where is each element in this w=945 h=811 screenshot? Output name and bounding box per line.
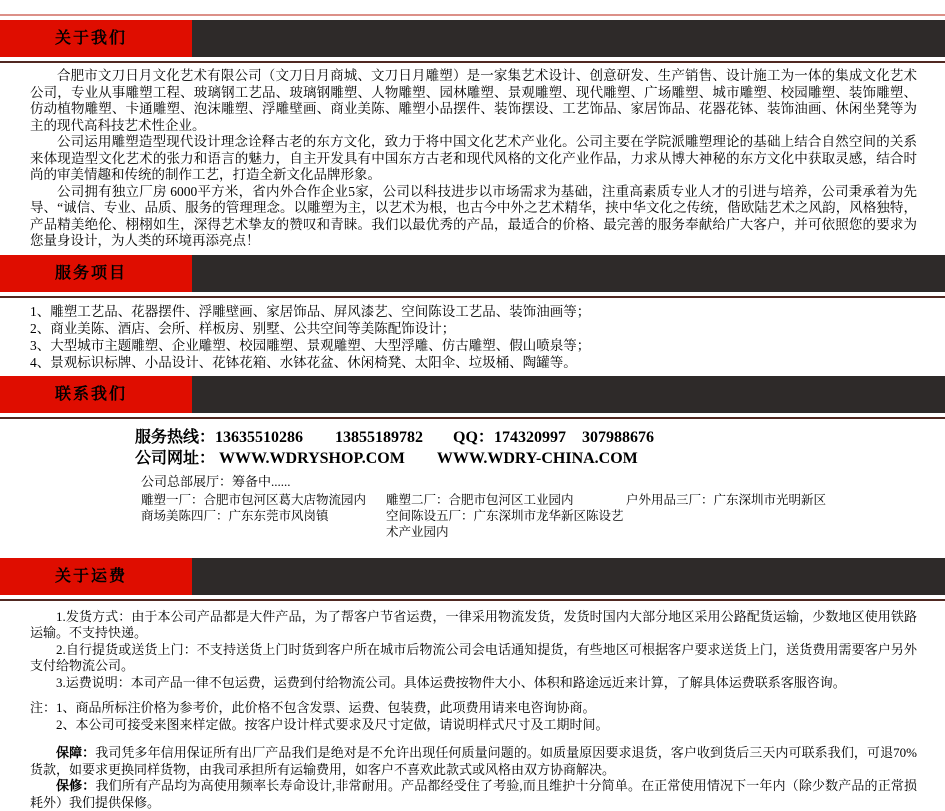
hotline-numbers: 13635510286 13855189782 bbox=[215, 429, 423, 446]
qq-numbers: 174320997 307988676 bbox=[494, 429, 654, 446]
top-divider bbox=[0, 14, 945, 16]
about-paragraph-3: 公司拥有独立厂房 6000平方米，省内外合作企业5家，公司以科技进步以市场需求为基础，注重高素质专业人才的引进与培养，公司秉承着为先导、“诚信、专业、品质、服务的管理理念。以雕塑为主，以艺术为根，也古今中外之艺术精华，挟中华文化之传统，偕欧陆艺术之风韵，风格独特，产品精美绝伦、栩栩如生，深得艺术挚友的赞叹和青睐。我们以最优秀的产品，最适合的价格、最完善的服务奉献给广大客户，并可依照您的要求为您量身设计，为人类的环境再添亮点！ bbox=[30, 184, 917, 250]
about-section-title: 关于我们 bbox=[0, 20, 192, 57]
notes-block bbox=[30, 700, 917, 733]
hotline-label: 服务热线： bbox=[135, 429, 215, 446]
website-line bbox=[135, 448, 945, 469]
showroom-line: 公司总部展厅：筹备中...... bbox=[135, 473, 945, 490]
contact-banner-dark-bar bbox=[192, 376, 945, 413]
services-banner-dark-bar bbox=[192, 255, 945, 292]
page bbox=[0, 14, 945, 797]
freight-note-paragraph: 3.运费说明：本司产品一律不包运费，运费到付给物流公司。具体运费按物件大小、体积和路途远近来计算，了解具体运费联系客服咨询。 bbox=[30, 675, 917, 692]
factory-1-address: 雕塑一厂：合肥市包河区葛大店物流园内 bbox=[141, 492, 386, 508]
section-gap bbox=[0, 546, 945, 558]
website-urls: WWW.WDRYSHOP.COM WWW.WDRY-CHINA.COM bbox=[219, 450, 638, 467]
shipping-section-banner bbox=[0, 558, 945, 595]
service-item-2: 2、商业美陈、酒店、会所、样板房、别墅、公共空间等美陈配饰设计； bbox=[30, 320, 917, 337]
shipping-banner-red-block bbox=[0, 558, 192, 595]
contact-section-title: 联系我们 bbox=[0, 376, 192, 413]
shipping-banner-dark-bar bbox=[192, 558, 945, 595]
shipping-section-body bbox=[0, 601, 945, 811]
about-paragraph-2: 公司运用雕塑造型现代设计理念诠释古老的东方文化，致力于将中国文化艺术产业化。公司主要在学院派雕塑理论的基础上结合自然空间的关系来体现造型文化艺术的张力和语言的魅力，自主开发具有中国东方古老和现代风格的文化产业作品，力求从博大神秘的东方文化中获取灵感，结合时尚的审美情趣和传统的制作工艺，打造全新文化品牌形象。 bbox=[30, 134, 917, 184]
about-paragraph-1: 合肥市文刀日月文化艺术有限公司（文刀日月商城、文刀日月雕塑）是一家集艺术设计、创意研发、生产销售、设计施工为一体的集成文化艺术公司，专业从事雕塑工程、玻璃钢工艺品、玻璃钢雕塑、人物雕塑、园林雕塑、景观雕塑、现代雕塑、广场雕塑、城市雕塑、校园雕塑、装饰雕塑、仿动植物雕塑、卡通雕塑、泡沫雕塑、浮雕壁画、商业美陈、雕塑小品摆件、装饰摆设、工艺饰品、家居饰品、花器花钵、装饰油画、休闲坐凳等为主的现代高科技艺术性企业。 bbox=[30, 68, 917, 134]
contact-section-body bbox=[0, 419, 945, 546]
about-section-body bbox=[0, 63, 945, 255]
hotline-line bbox=[135, 427, 945, 448]
guarantee-paragraph bbox=[30, 745, 917, 778]
services-section-banner bbox=[0, 255, 945, 292]
qq-label: QQ： bbox=[453, 429, 494, 446]
repair-paragraph bbox=[30, 778, 917, 811]
contact-section-banner bbox=[0, 376, 945, 413]
factory-2-address: 雕塑二厂：合肥市包河区工业园内 bbox=[386, 492, 626, 508]
services-banner-red-block bbox=[0, 255, 192, 292]
guarantee-text: 我司凭多年信用保证所有出厂产品我们是绝对是不允许出现任何质量问题的。如质量原因要求退货，客户收到货后三天内可联系我们，可退70%货款，如要求更换同样货物，由我司承担所有运输费用，如客户不喜欢此款式或风格由双方协商解决。 bbox=[30, 745, 917, 777]
services-section-body bbox=[0, 298, 945, 376]
factory-3-address: 户外用品三厂：广东深圳市光明新区 bbox=[626, 492, 945, 508]
about-banner-dark-bar bbox=[192, 20, 945, 57]
service-item-1: 1、雕塑工艺品、花器摆件、浮雕壁画、家居饰品、屏风漆艺、空间陈设工艺品、装饰油画等； bbox=[30, 303, 917, 320]
shipping-section-title: 关于运费 bbox=[0, 558, 192, 595]
factory-row-1 bbox=[141, 492, 945, 508]
website-label: 公司网址： bbox=[135, 450, 215, 467]
contact-banner-red-block bbox=[0, 376, 192, 413]
guarantee-block bbox=[30, 745, 917, 811]
repair-label: 保修： bbox=[56, 778, 95, 793]
about-banner-red-block bbox=[0, 20, 192, 57]
factory-4-address: 商场美陈四厂：广东东莞市风岗镇 bbox=[141, 508, 386, 540]
services-section-title: 服务项目 bbox=[0, 255, 192, 292]
about-section-banner bbox=[0, 20, 945, 57]
factory-5-address: 空间陈设五厂：广东深圳市龙华新区陈设艺术产业园内 bbox=[386, 508, 626, 540]
pickup-delivery-paragraph: 2.自行提货或送货上门：不支持送货上门时货到客户所在城市后物流公司会电话通知提货，有些地区可根据客户要求送货上门，送货费用需要客户另外支付给物流公司。 bbox=[30, 642, 917, 675]
note-line-2: 2、本公司可接受来图来样定做。按客户设计样式要求及尺寸定做，请说明样式尺寸及工期时间。 bbox=[30, 717, 917, 734]
factory-row-2 bbox=[141, 508, 945, 540]
shipping-method-paragraph: 1.发货方式：由于本公司产品都是大件产品，为了帮客户节省运费，一律采用物流发货，发货时国内大部分地区采用公路配货运输，少数地区使用铁路运输。不支持快递。 bbox=[30, 609, 917, 642]
guarantee-label: 保障： bbox=[56, 745, 95, 760]
repair-text: 我们所有产品均为高使用频率长寿命设计,非常耐用。产品都经受住了考验,而且维护十分简单。在正常使用情况下一年内（除少数产品的正常损耗外）我们提供保修。 bbox=[30, 778, 917, 810]
note-line-1: 注：1、商品所标注价格为参考价，此价格不包含发票、运费、包装费，此项费用请来电咨询协商。 bbox=[30, 700, 917, 717]
service-item-3: 3、大型城市主题雕塑、企业雕塑、校园雕塑、景观雕塑、大型浮雕、仿古雕塑、假山喷泉等； bbox=[30, 337, 917, 354]
factory-addresses bbox=[135, 492, 945, 540]
service-item-4: 4、景观标识标牌、小品设计、花钵花箱、水钵花盆、休闲椅凳、太阳伞、垃圾桶、陶罐等。 bbox=[30, 354, 917, 371]
